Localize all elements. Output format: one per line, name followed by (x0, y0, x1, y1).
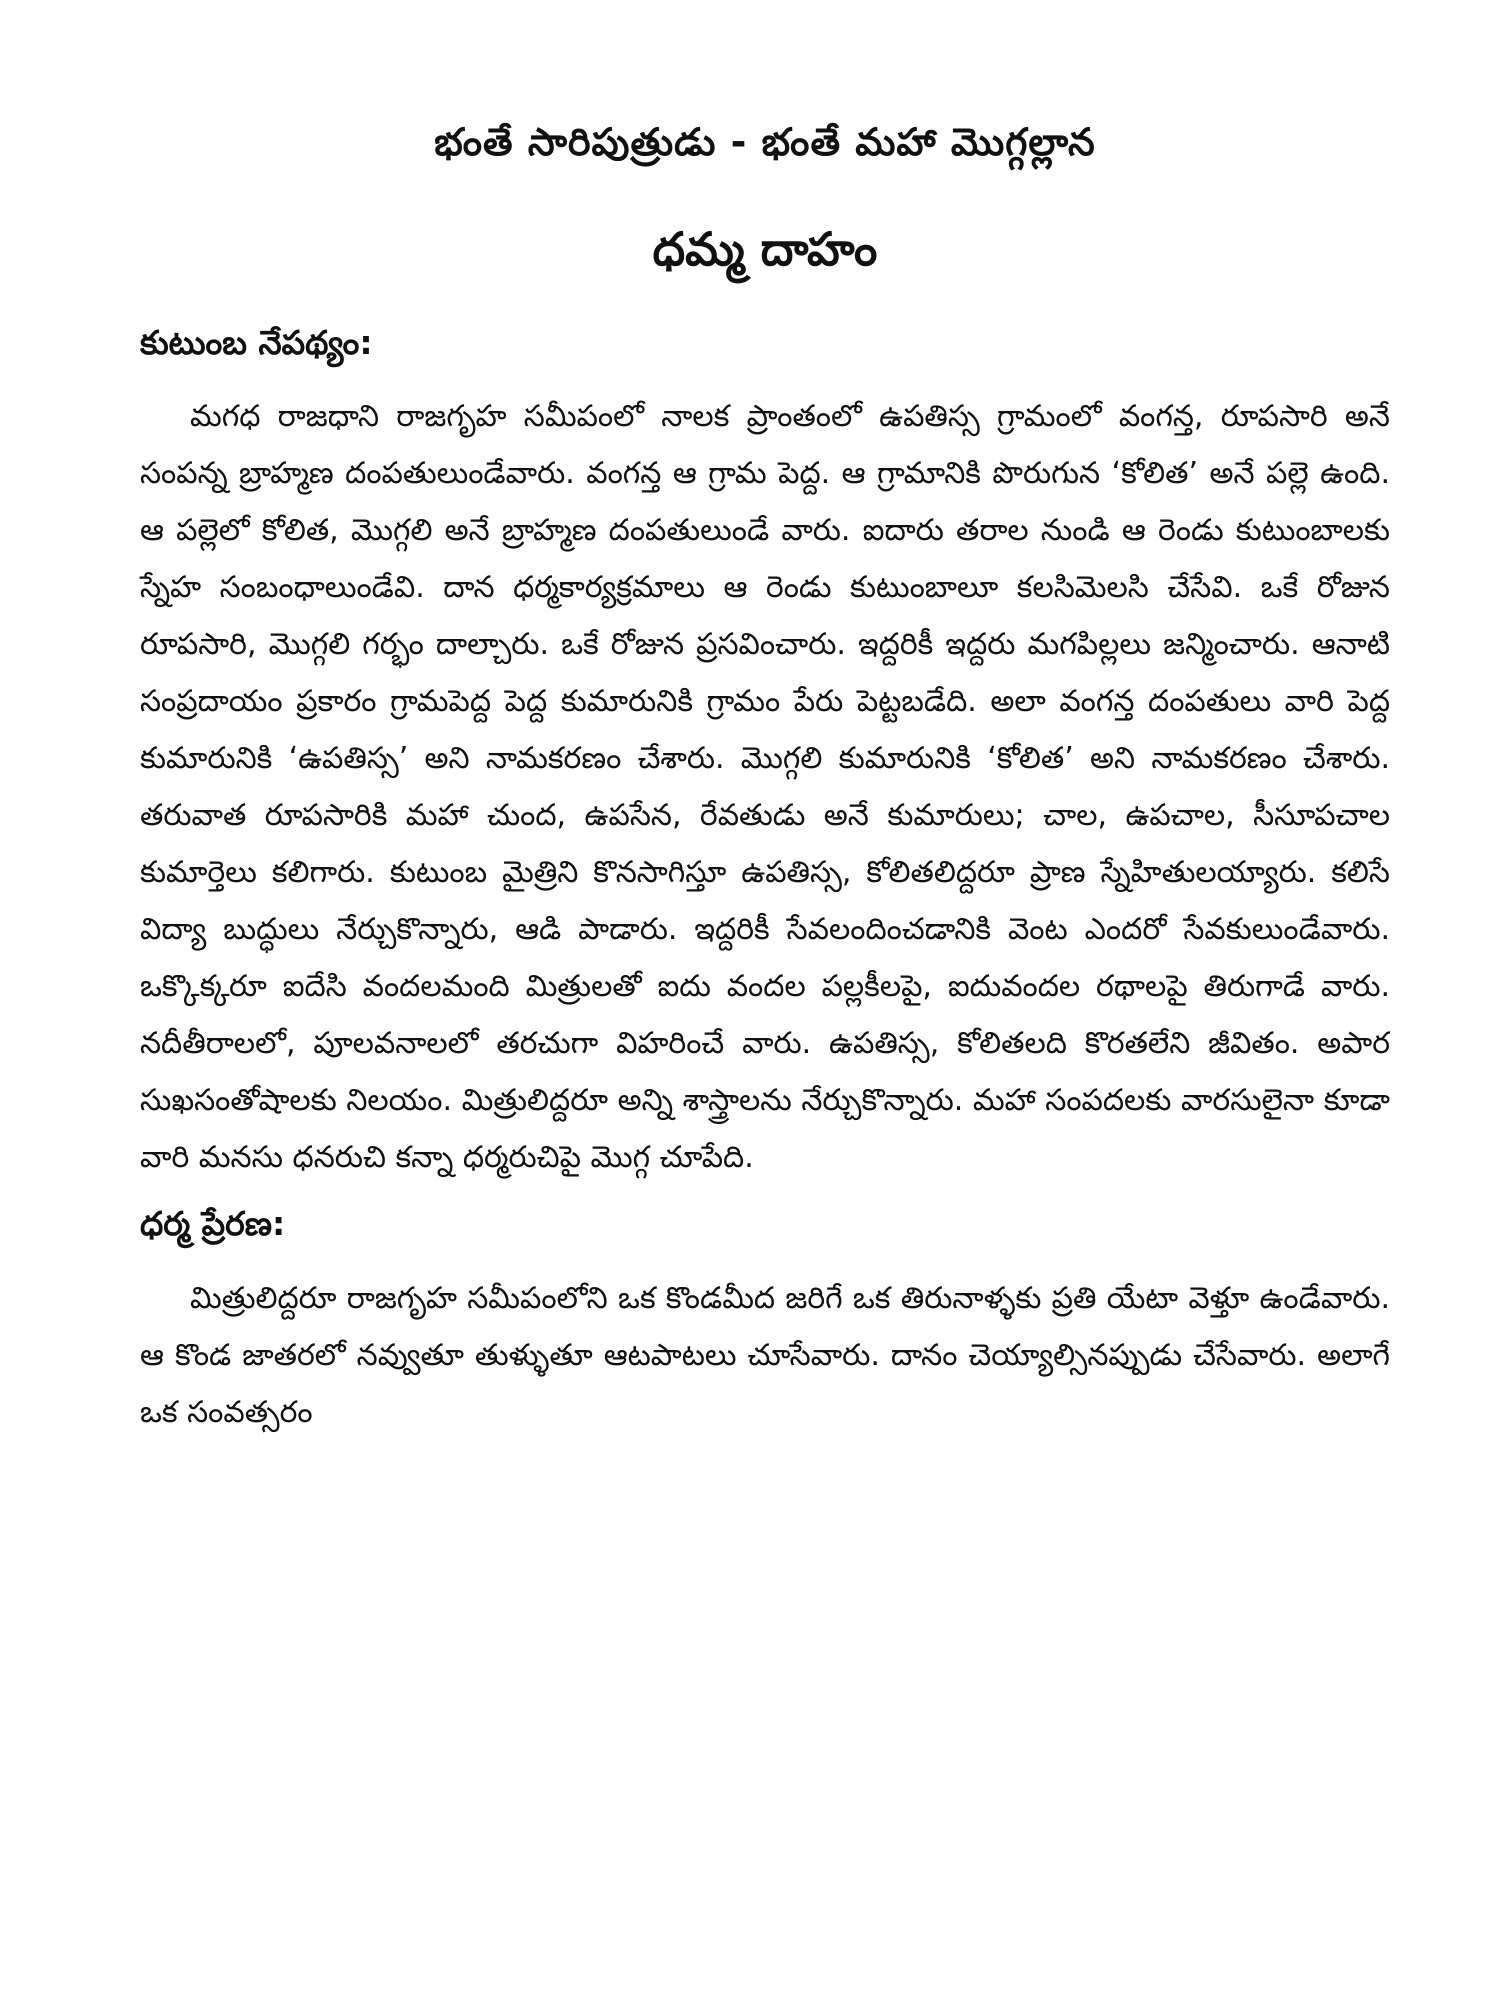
section-paragraph: మగధ రాజధాని రాజగృహ సమీపంలో నాలక ప్రాంతంలో ఉపతిస్స గ్రామంలో వంగన్త, రూపసారి అనే సంపన్న బ్రాహ్మణ దంపతులుండేవారు. వంగన్త ఆ గ్రామ పెద్ద. ఆ గ్రామానికి పొరుగున ‘కోలిత’ అనే పల్లె ఉంది. ఆ పల్లెలో కోలిత, మొగ్గలి అనే బ్రాహ్మణ దంపతులుండే వారు. ఐదారు తరాల నుండి ఆ రెండు కుటుంబాలకు స్నేహ సంబంధాలుండేవి. దాన ధర్మకార్యక్రమాలు ఆ రెండు కుటుంబాలూ కలసిమెలసి చేసేవి. ఒకే రోజున రూపసారి, మొగ్గలి గర్భం దాల్చారు. ఒకే రోజున ప్రసవించారు. ఇద్దరికీ ఇద్దరు మగపిల్లలు జన్మించారు. ఆనాటి సంప్రదాయం ప్రకారం గ్రామపెద్ద పెద్ద కుమారునికి గ్రామం పేరు పెట్టబడేది. అలా వంగన్త దంపతులు వారి పెద్ద కుమారునికి ‘ఉపతిస్స’ అని నామకరణం చేశారు. మొగ్గలి కుమారునికి ‘కోలిత’ అని నామకరణం చేశారు. తరువాత రూపసారికి మహా చుంద, ఉపసేన, రేవతుడు అనే కుమారులు; చాల, ఉపచాల, సీసూపచాల కుమార్తెలు కలిగారు. కుటుంబ మైత్రిని కొనసాగిస్తూ ఉపతిస్స, కోలితలిద్దరూ ప్రాణ స్నేహితులయ్యారు. కలిసే విద్యా బుద్ధులు నేర్చుకొన్నారు, ఆడి పాడారు. ఇద్దరికీ సేవలందించడానికి వెంట ఎందరో సేవకులుండేవారు. ఒక్కొక్కరూ ఐదేసి వందలమంది మిత్రులతో ఐదు వందల పల్లకీలపై, ఐదువందల రథాలపై తిరుగాడే వారు. నదీతీరాలలో, పూలవనాలలో తరచుగా విహరించే వారు. ఉపతిస్స, కోలితలది కొరతలేని జీవితం. అపార సుఖసంతోషాలకు నిలయం. మిత్రులిద్దరూ అన్ని శాస్త్రాలను నేర్చుకొన్నారు. మహా సంపదలకు వారసులైనా కూడా వారి మనసు ధనరుచి కన్నా ధర్మరుచిపై మొగ్గ చూపేది. (140, 399, 1390, 1176)
page-title: భంతే సారిపుత్రుడు - భంతే మహా మొగ్గల్లాన (434, 120, 1096, 164)
section-heading: ధర్మ ప్రేరణ: (140, 1204, 286, 1244)
section-heading: కుటుంబ నేపథ్యం: (140, 322, 373, 362)
page-subtitle: ధమ్మ దాహం (652, 221, 878, 276)
section-dhamma-inspiration (140, 1204, 1390, 1441)
section-paragraph: మిత్రులిద్దరూ రాజగృహ సమీపంలోని ఒక కొండమీద జరిగే ఒక తిరునాళ్ళకు ప్రతి యేటా వెళ్తూ ఉండేవారు. ఆ కొండ జాతరలో నవ్వుతూ తుళ్ళుతూ ఆటపాటలు చూసేవారు. దానం చెయ్యాల్సినప్పుడు చేసేవారు. అలాగే ఒక సంవత్సరం (140, 1280, 1390, 1430)
section-family-background (140, 323, 1390, 1187)
